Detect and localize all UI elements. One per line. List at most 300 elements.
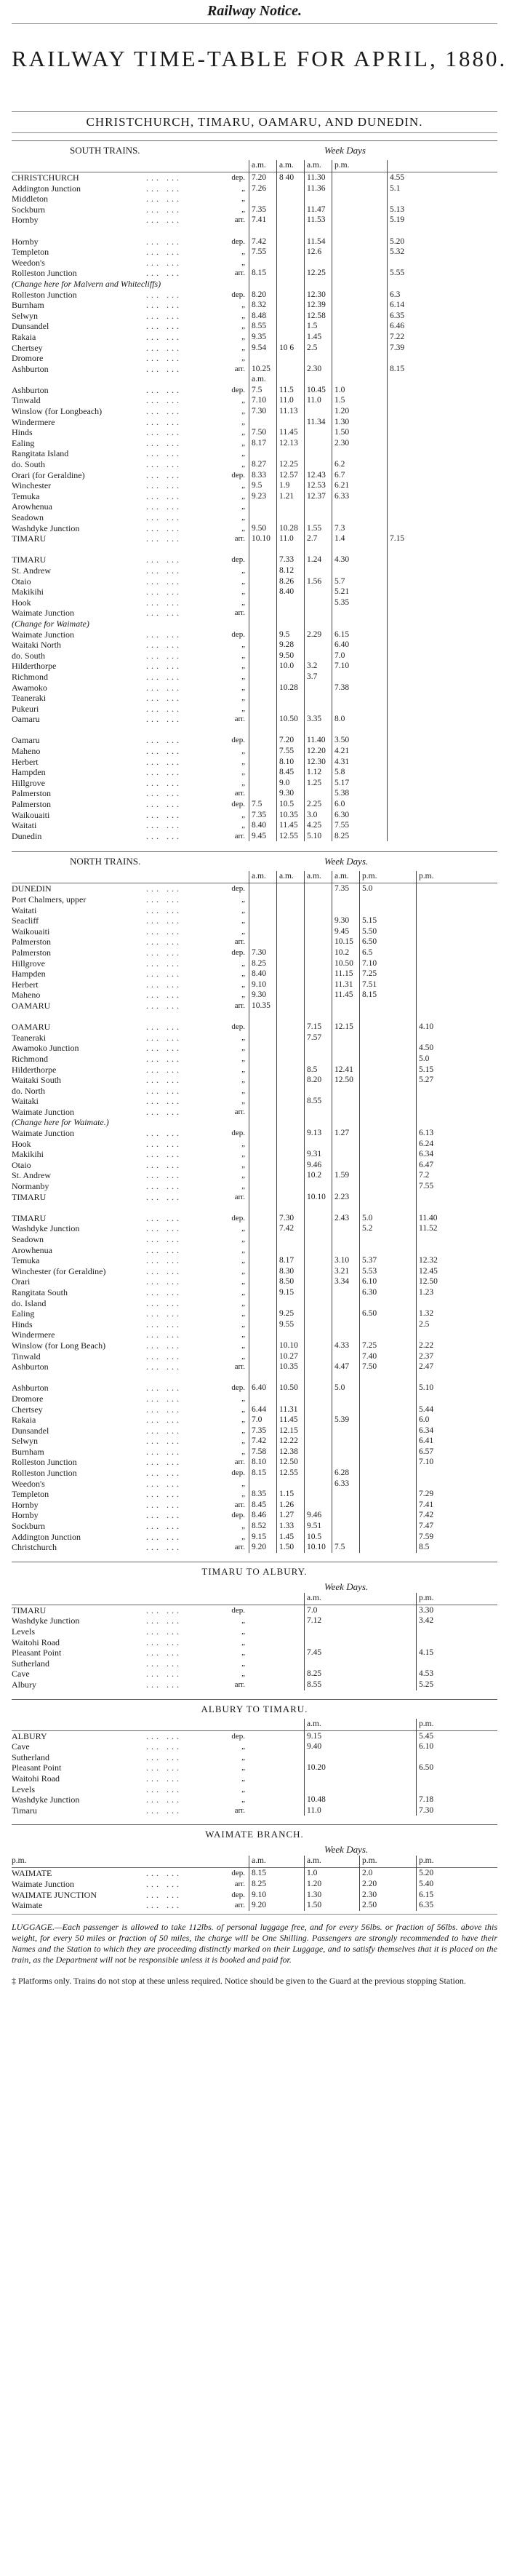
leader-dots: ... ... bbox=[146, 1752, 182, 1762]
timetable-row bbox=[12, 947, 497, 958]
arr-dep-label: „ bbox=[241, 1658, 245, 1668]
leader-dots: ... ... bbox=[146, 1679, 182, 1690]
time-cell: 11.0 bbox=[279, 396, 294, 405]
time-cell: 6.33 bbox=[334, 491, 350, 501]
arr-dep-label: arr. bbox=[234, 534, 245, 544]
leader-dots: ... ... bbox=[146, 565, 182, 576]
time-cell: 7.30 bbox=[252, 947, 267, 957]
time-cell: 11.31 bbox=[279, 1404, 298, 1414]
time-cell: 8.15 bbox=[252, 269, 267, 278]
time-cell: 6.57 bbox=[419, 1447, 434, 1456]
time-cell: 7.42 bbox=[419, 1511, 434, 1520]
time-cell: 5.1 bbox=[390, 183, 401, 193]
leader-dots: ... ... bbox=[146, 1138, 182, 1149]
station-name: (Change here for Malvern and Whitecliffs) bbox=[12, 278, 161, 289]
time-cell: 11.15 bbox=[334, 969, 353, 979]
arr-dep-label: „ bbox=[241, 640, 245, 650]
arr-dep-label: „ bbox=[241, 565, 245, 575]
station-name: Palmerston bbox=[12, 937, 51, 947]
timetable-row bbox=[12, 1329, 497, 1340]
time-cell: 5.37 bbox=[362, 1256, 377, 1265]
timetable-row bbox=[12, 1351, 497, 1362]
time-cell: 11.31 bbox=[334, 979, 353, 989]
station-name: Arowhenua bbox=[12, 501, 52, 512]
time-cell: 8.15 bbox=[390, 364, 405, 373]
time-cell: 7.0 bbox=[307, 1605, 318, 1615]
south-trains-section bbox=[12, 140, 497, 841]
timetable-row bbox=[12, 587, 497, 597]
leader-dots: ... ... bbox=[146, 926, 182, 937]
station-name: Rakaia bbox=[12, 1415, 36, 1426]
station-name: Winchester (for Geraldine) bbox=[12, 1265, 106, 1276]
time-cell: 9.5 bbox=[279, 629, 290, 639]
arr-dep-label: „ bbox=[241, 1330, 245, 1340]
time-cell: 3.30 bbox=[419, 1605, 434, 1615]
time-cell: 3.34 bbox=[334, 1277, 350, 1287]
timetable-row bbox=[12, 544, 497, 555]
leader-dots: ... ... bbox=[146, 958, 182, 969]
leader-dots: ... ... bbox=[146, 1615, 182, 1626]
time-cell: 10.35 bbox=[279, 810, 298, 819]
time-cell: 8.25 bbox=[334, 831, 350, 840]
timetable-row bbox=[12, 1149, 497, 1160]
column-rule bbox=[304, 1856, 305, 1910]
station-name: Hook bbox=[12, 597, 31, 608]
timetable-row bbox=[12, 1117, 497, 1128]
time-cell: 12.43 bbox=[307, 470, 326, 480]
time-cell: 5.0 bbox=[362, 1213, 373, 1223]
timetable-row bbox=[12, 183, 497, 194]
time-cell: 10.35 bbox=[252, 1001, 270, 1010]
timetable-row bbox=[12, 533, 497, 544]
arr-dep-label: dep. bbox=[231, 173, 245, 182]
arr-dep-label: dep. bbox=[231, 1129, 245, 1138]
station-name: Ashburton bbox=[12, 1361, 49, 1372]
leader-dots: ... ... bbox=[146, 979, 182, 990]
arr-dep-label: „ bbox=[241, 258, 245, 267]
arr-dep-label: dep. bbox=[231, 1213, 245, 1223]
time-cell: 7.55 bbox=[334, 821, 350, 830]
timetable-row bbox=[12, 1255, 497, 1266]
south-column-header bbox=[12, 160, 497, 172]
time-cell: 8.5 bbox=[419, 1543, 430, 1552]
time-cell: 9.20 bbox=[252, 1901, 267, 1910]
time-cell: 9.31 bbox=[307, 1150, 322, 1159]
station-name: Maheno bbox=[12, 746, 41, 757]
leader-dots: ... ... bbox=[146, 1064, 182, 1075]
station-name: Otaio bbox=[12, 576, 31, 587]
time-cell: 7.30 bbox=[419, 1805, 434, 1815]
timetable-row bbox=[12, 258, 497, 269]
leader-dots: ... ... bbox=[146, 1542, 182, 1553]
timetable-row bbox=[12, 448, 497, 459]
timetable-row bbox=[12, 1805, 497, 1816]
station-name: Christchurch bbox=[12, 1542, 57, 1553]
arr-dep-label: „ bbox=[241, 428, 245, 437]
time-cell: 7.38 bbox=[334, 683, 350, 692]
station-name: Seadown bbox=[12, 512, 44, 522]
time-cell: 2.0 bbox=[362, 1869, 373, 1878]
timetable-row bbox=[12, 1762, 497, 1773]
arr-dep-label: „ bbox=[241, 1522, 245, 1531]
station-name: Cave bbox=[12, 1741, 30, 1752]
leader-dots: ... ... bbox=[146, 1605, 182, 1615]
arr-dep-label: dep. bbox=[231, 1890, 245, 1899]
arr-dep-label: „ bbox=[241, 1266, 245, 1276]
time-cell: 8.25 bbox=[252, 958, 267, 968]
arr-dep-label: „ bbox=[241, 895, 245, 904]
time-cell: 11.0 bbox=[307, 396, 321, 405]
station-name: Hampden bbox=[12, 969, 46, 979]
timetable-row bbox=[12, 905, 497, 916]
leader-dots: ... ... bbox=[146, 1383, 182, 1394]
waimate-days: Week Days. bbox=[324, 1844, 369, 1856]
time-cell: 8.40 bbox=[279, 587, 294, 597]
leader-dots: ... ... bbox=[146, 1730, 182, 1741]
leader-dots: ... ... bbox=[146, 1669, 182, 1679]
leader-dots: ... ... bbox=[146, 1053, 182, 1064]
arr-dep-label: „ bbox=[241, 322, 245, 331]
time-cell: 7.10 bbox=[252, 396, 267, 405]
arr-dep-label: arr. bbox=[234, 1805, 245, 1815]
masthead: Railway Notice. bbox=[12, 0, 497, 24]
time-cell: 12.15 bbox=[334, 1022, 353, 1032]
time-cell: 9.25 bbox=[279, 1309, 294, 1319]
leader-dots: ... ... bbox=[146, 1022, 182, 1033]
time-cell: 2.30 bbox=[334, 438, 350, 448]
time-cell: 7.41 bbox=[419, 1500, 434, 1509]
time-cell: 1.50 bbox=[279, 1543, 294, 1552]
station-name: (Change here for Waimate.) bbox=[12, 1117, 109, 1128]
leader-dots: ... ... bbox=[146, 947, 182, 958]
time-cell: 5.20 bbox=[390, 236, 405, 246]
timetable-row bbox=[12, 1868, 497, 1879]
time-cell: 9.15 bbox=[307, 1731, 322, 1741]
station-name: WAIMATE bbox=[12, 1868, 52, 1879]
timetable-row bbox=[12, 969, 497, 979]
arr-dep-label: „ bbox=[241, 1773, 245, 1783]
arr-dep-label: dep. bbox=[231, 629, 245, 639]
time-cell: 1.26 bbox=[279, 1500, 294, 1509]
timetable-row bbox=[12, 640, 497, 651]
time-cell: 11.45 bbox=[279, 428, 298, 437]
station-name: Addington Junction bbox=[12, 183, 81, 194]
leader-dots: ... ... bbox=[146, 608, 182, 619]
arr-dep-label: „ bbox=[241, 1426, 245, 1435]
column-rule bbox=[416, 1856, 417, 1910]
timetable-row bbox=[12, 247, 497, 258]
station-name: Rolleston Junction bbox=[12, 268, 77, 279]
arr-dep-label: „ bbox=[241, 417, 245, 426]
leader-dots: ... ... bbox=[146, 1626, 182, 1637]
arr-dep-label: dep. bbox=[231, 884, 245, 894]
time-cell: 9.10 bbox=[252, 979, 267, 989]
time-cell: 8.55 bbox=[307, 1679, 322, 1689]
timetable-row bbox=[12, 565, 497, 576]
column-rule bbox=[304, 160, 305, 841]
time-cell: 1.56 bbox=[307, 576, 322, 586]
station-name: Rangitata South bbox=[12, 1287, 68, 1297]
time-cell: 1.4 bbox=[334, 534, 345, 544]
arr-dep-label: arr. bbox=[234, 831, 245, 840]
time-cell: 1.45 bbox=[279, 1532, 294, 1541]
arr-dep-label: arr. bbox=[234, 1543, 245, 1552]
timetable-row bbox=[12, 1394, 497, 1404]
timetable-row bbox=[12, 820, 497, 831]
arr-dep-label: „ bbox=[241, 1235, 245, 1244]
station-name: Washdyke Junction bbox=[12, 522, 80, 533]
arr-dep-label: „ bbox=[241, 407, 245, 416]
timetable-row bbox=[12, 1468, 497, 1479]
column-rule bbox=[416, 1719, 417, 1816]
arr-dep-label: „ bbox=[241, 1277, 245, 1287]
leader-dots: ... ... bbox=[146, 767, 182, 778]
arr-dep-label: „ bbox=[241, 1139, 245, 1148]
time-cell: 9.5 bbox=[252, 481, 262, 490]
time-cell: 7.5 bbox=[252, 385, 262, 394]
time-cell: 6.0 bbox=[334, 800, 345, 809]
station-name: do. Island bbox=[12, 1297, 47, 1308]
time-cell: 12.20 bbox=[307, 747, 326, 756]
leader-dots: ... ... bbox=[146, 1889, 182, 1900]
arr-dep-label: „ bbox=[241, 343, 245, 352]
station-name: Waitaki North bbox=[12, 640, 62, 651]
time-cell: 5.15 bbox=[362, 916, 377, 926]
leader-dots: ... ... bbox=[146, 1393, 182, 1404]
station-name: Waitaki bbox=[12, 1096, 39, 1107]
station-name: Makikihi bbox=[12, 1149, 44, 1160]
north-trains-section bbox=[12, 851, 497, 1552]
column-header: a.m. bbox=[279, 161, 294, 170]
time-cell: 10.20 bbox=[307, 1763, 326, 1773]
time-cell: 7.0 bbox=[334, 651, 345, 660]
timetable-row bbox=[12, 1457, 497, 1468]
leader-dots: ... ... bbox=[146, 587, 182, 597]
time-cell: 6.35 bbox=[419, 1901, 434, 1910]
timetable-row bbox=[12, 1415, 497, 1426]
column-header: p.m. bbox=[419, 1856, 434, 1866]
arr-dep-label: „ bbox=[241, 1742, 245, 1752]
arr-dep-label: „ bbox=[241, 683, 245, 692]
time-cell: 9.40 bbox=[307, 1742, 322, 1752]
time-cell: 11.0 bbox=[279, 534, 294, 544]
arr-dep-label: „ bbox=[241, 301, 245, 310]
station-name: Herbert bbox=[12, 979, 39, 990]
timetable-row bbox=[12, 1500, 497, 1511]
station-name: Levels bbox=[12, 1784, 35, 1794]
station-name: Makikihi bbox=[12, 587, 44, 597]
column-header: a.m. bbox=[307, 1856, 321, 1866]
time-cell: 6.47 bbox=[419, 1160, 434, 1169]
timetable-row bbox=[12, 1054, 497, 1065]
arr-dep-label: „ bbox=[241, 1616, 245, 1626]
timetable-row bbox=[12, 746, 497, 757]
time-cell: 7.30 bbox=[252, 407, 267, 416]
leader-dots: ... ... bbox=[146, 820, 182, 831]
timetable-row bbox=[12, 1011, 497, 1022]
station-name: Winslow (for Long Beach) bbox=[12, 1340, 106, 1351]
time-cell: 8.25 bbox=[307, 1669, 322, 1679]
leader-dots: ... ... bbox=[146, 1647, 182, 1658]
station-name: Waikouaiti bbox=[12, 926, 50, 937]
time-cell: 6.10 bbox=[419, 1742, 434, 1752]
time-cell: 2.25 bbox=[307, 800, 322, 809]
time-cell: 1.30 bbox=[334, 417, 350, 426]
arr-dep-label: arr. bbox=[234, 937, 245, 947]
arr-dep-label: „ bbox=[241, 1256, 245, 1265]
leader-dots: ... ... bbox=[146, 640, 182, 651]
column-rule bbox=[359, 871, 360, 1552]
leader-dots: ... ... bbox=[146, 533, 182, 544]
leader-dots: ... ... bbox=[146, 883, 182, 894]
station-name: Levels bbox=[12, 1626, 35, 1637]
time-cell: 5.44 bbox=[419, 1404, 434, 1414]
timetable-row bbox=[12, 1266, 497, 1277]
leader-dots: ... ... bbox=[146, 1878, 182, 1889]
leader-dots: ... ... bbox=[146, 1106, 182, 1117]
station-name: Addington Junction bbox=[12, 1531, 81, 1542]
arr-dep-label: dep. bbox=[231, 800, 245, 809]
leader-dots: ... ... bbox=[146, 1276, 182, 1287]
timaru_albury-column-header bbox=[12, 1593, 497, 1605]
station-name: Waimate Junction bbox=[12, 1106, 75, 1117]
station-name: Hornby bbox=[12, 215, 39, 226]
time-cell: 8.45 bbox=[279, 768, 294, 777]
time-cell: 12.13 bbox=[279, 438, 298, 448]
time-cell: 9.30 bbox=[334, 916, 350, 926]
timetable-row bbox=[12, 767, 497, 778]
station-name: Weedon's bbox=[12, 1478, 45, 1489]
timetable-row bbox=[12, 608, 497, 619]
north-timetable bbox=[12, 871, 497, 1552]
time-cell: 5.35 bbox=[334, 597, 350, 607]
leader-dots: ... ... bbox=[146, 1436, 182, 1447]
arr-dep-label: „ bbox=[241, 247, 245, 257]
albury-timaru-timetable bbox=[12, 1719, 497, 1816]
arr-dep-label: „ bbox=[241, 916, 245, 926]
station-name: Ealing bbox=[12, 1308, 35, 1319]
north-heading: NORTH TRAINS. bbox=[70, 856, 141, 867]
leader-dots: ... ... bbox=[146, 490, 182, 501]
station-name: Tinwald bbox=[12, 395, 41, 406]
time-cell: 11.52 bbox=[419, 1224, 438, 1233]
arr-dep-label: „ bbox=[241, 821, 245, 830]
leader-dots: ... ... bbox=[146, 714, 182, 725]
timetable-row bbox=[12, 990, 497, 1001]
time-cell: 4.15 bbox=[419, 1648, 434, 1658]
arr-dep-label: arr. bbox=[234, 1192, 245, 1201]
time-cell: 7.15 bbox=[307, 1022, 322, 1032]
timetable-row bbox=[12, 1479, 497, 1490]
time-cell: 2.22 bbox=[419, 1340, 434, 1350]
time-cell: 7.55 bbox=[279, 747, 294, 756]
arr-dep-label: „ bbox=[241, 1160, 245, 1169]
time-cell: 4.50 bbox=[419, 1043, 434, 1053]
column-header: p.m. bbox=[334, 161, 350, 170]
station-name: Sockburn bbox=[12, 204, 45, 215]
column-header: p.m. bbox=[12, 1856, 27, 1866]
time-cell: 12.30 bbox=[307, 757, 326, 766]
station-name: Waitati bbox=[12, 820, 37, 831]
time-cell: 10.25 bbox=[252, 364, 270, 373]
station-name: Hinds bbox=[12, 427, 33, 438]
time-cell: 6.40 bbox=[252, 1383, 267, 1393]
column-header: a.m. bbox=[307, 1593, 321, 1602]
station-name: Middleton bbox=[12, 194, 48, 204]
time-cell: 5.2 bbox=[362, 1224, 373, 1233]
leader-dots: ... ... bbox=[146, 650, 182, 661]
timetable-row bbox=[12, 1647, 497, 1658]
leader-dots: ... ... bbox=[146, 661, 182, 672]
timetable-row bbox=[12, 883, 497, 894]
time-cell: 4.21 bbox=[334, 747, 350, 756]
timetable-row bbox=[12, 268, 497, 279]
time-cell: 8.10 bbox=[279, 757, 294, 766]
timetable-row bbox=[12, 1426, 497, 1436]
time-cell: 8.40 bbox=[252, 821, 267, 830]
leader-dots: ... ... bbox=[146, 416, 182, 427]
leader-dots: ... ... bbox=[146, 1340, 182, 1351]
leader-dots: ... ... bbox=[146, 693, 182, 704]
time-cell: 10.10 bbox=[307, 1543, 326, 1552]
time-cell: 11.0 bbox=[307, 1805, 321, 1815]
leader-dots: ... ... bbox=[146, 597, 182, 608]
time-cell: 9.13 bbox=[307, 1129, 322, 1138]
time-cell: 10.5 bbox=[307, 1532, 322, 1541]
station-name: Hillgrove bbox=[12, 958, 45, 969]
south-days: Week Days bbox=[324, 145, 366, 156]
timetable-row bbox=[12, 1626, 497, 1637]
time-cell: 9.28 bbox=[279, 640, 294, 650]
leader-dots: ... ... bbox=[146, 448, 182, 459]
station-name: Ealing bbox=[12, 437, 35, 448]
timetable-row bbox=[12, 1637, 497, 1648]
arr-dep-label: „ bbox=[241, 1086, 245, 1095]
time-cell: 1.27 bbox=[334, 1129, 350, 1138]
time-cell: 9.15 bbox=[252, 1532, 267, 1541]
time-cell: 9.15 bbox=[279, 1287, 294, 1297]
arr-dep-label: „ bbox=[241, 332, 245, 341]
leader-dots: ... ... bbox=[146, 427, 182, 438]
time-cell: 8.0 bbox=[334, 715, 345, 724]
timetable-row bbox=[12, 1022, 497, 1033]
station-name: Ashburton bbox=[12, 384, 49, 395]
station-name: Waitaki South bbox=[12, 1075, 62, 1086]
station-name: Hornby bbox=[12, 236, 39, 247]
time-cell: 6.7 bbox=[334, 470, 345, 480]
time-cell: 7.22 bbox=[390, 332, 405, 341]
time-cell: 5.38 bbox=[334, 789, 350, 798]
timetable-row bbox=[12, 619, 497, 629]
time-cell: 8.30 bbox=[279, 1266, 294, 1276]
timetable-row bbox=[12, 395, 497, 406]
station-name: Otaio bbox=[12, 1159, 31, 1170]
timetable-row bbox=[12, 1669, 497, 1679]
arr-dep-label: „ bbox=[241, 183, 245, 193]
column-header: a.m. bbox=[307, 161, 321, 170]
leader-dots: ... ... bbox=[146, 1773, 182, 1784]
leader-dots: ... ... bbox=[146, 671, 182, 682]
station-name: CHRISTCHURCH bbox=[12, 172, 79, 183]
arr-dep-label: „ bbox=[241, 661, 245, 671]
station-name: Richmond bbox=[12, 671, 48, 682]
arr-dep-label: dep. bbox=[231, 1022, 245, 1032]
time-cell: 10.10 bbox=[279, 1340, 298, 1350]
station-name: Hornby bbox=[12, 1499, 39, 1510]
leader-dots: ... ... bbox=[146, 1244, 182, 1255]
timetable-row bbox=[12, 757, 497, 768]
leader-dots: ... ... bbox=[146, 1223, 182, 1234]
